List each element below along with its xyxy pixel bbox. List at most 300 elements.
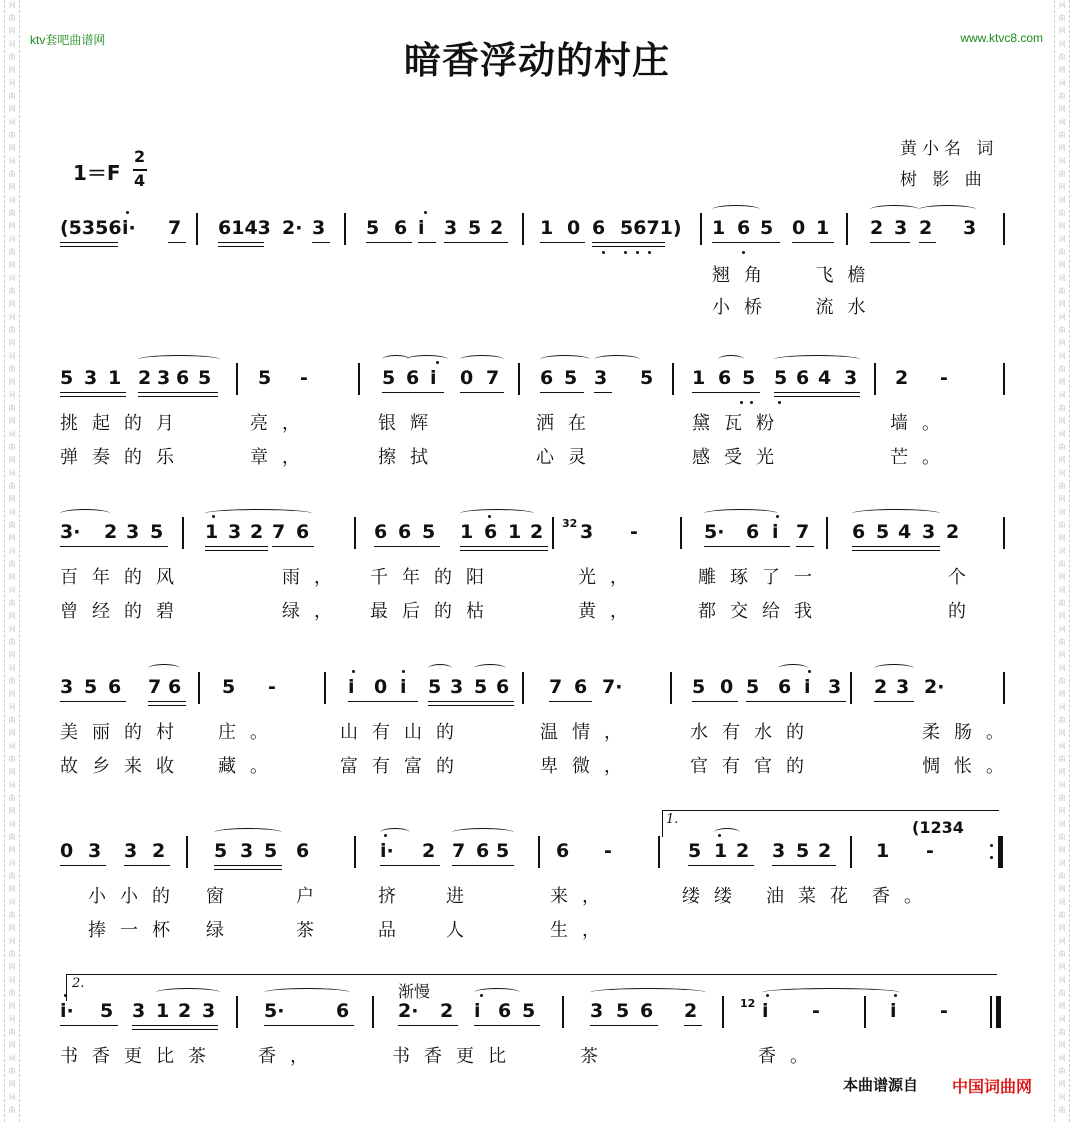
rhythm-underline <box>428 705 514 706</box>
side-watermark-char: 曲 <box>8 560 16 568</box>
barline <box>670 672 672 704</box>
rhythm-underline <box>712 242 780 243</box>
note: 5 <box>468 217 482 239</box>
octave-dot <box>602 251 605 254</box>
barline <box>522 672 524 704</box>
note: 7 <box>796 521 810 543</box>
barline <box>182 517 184 549</box>
note: 5 <box>366 217 380 239</box>
note: 0 <box>460 367 474 389</box>
volta-label-1: 1. <box>666 812 679 827</box>
lyric-verse-1: 雕琢了一 <box>698 567 826 588</box>
side-watermark-char: 词 <box>8 274 16 282</box>
note: 3 <box>88 840 102 862</box>
note: 0 <box>374 676 388 698</box>
side-watermark-char: 网 <box>8 768 16 776</box>
side-watermark-char: 词 <box>8 781 16 789</box>
note: 6 <box>737 217 751 239</box>
side-watermark-char: 词 <box>1058 40 1066 48</box>
note: 1 <box>712 217 726 239</box>
side-watermark-char: 网 <box>1058 573 1066 581</box>
side-watermark-char: 网 <box>1058 339 1066 347</box>
side-watermark-char: 词 <box>1058 274 1066 282</box>
lyric-verse-1: 进 <box>446 886 478 907</box>
time-signature-top: 2 <box>134 147 146 166</box>
side-watermark-char: 网 <box>8 27 16 35</box>
side-watermark-right <box>1054 0 1070 1122</box>
rhythm-underline <box>452 865 514 866</box>
side-watermark-char: 词 <box>1058 1 1066 9</box>
side-watermark-char: 词 <box>1058 1093 1066 1101</box>
rhythm-underline <box>366 242 412 243</box>
note: 5 <box>100 1000 114 1022</box>
slur <box>452 828 514 837</box>
note: 2 <box>818 840 832 862</box>
note: 3· <box>60 521 81 543</box>
rhythm-underline <box>60 392 126 393</box>
side-watermark-char: 曲 <box>8 755 16 763</box>
octave-dot <box>624 251 627 254</box>
side-watermark-char: 曲 <box>1058 989 1066 997</box>
note: 3 <box>896 676 910 698</box>
watermark-left: ktv套吧曲谱网 <box>30 33 106 47</box>
lyric-verse-1: 百年的风 <box>60 567 188 588</box>
note: 6 <box>498 1000 512 1022</box>
side-watermark-char: 网 <box>1058 495 1066 503</box>
side-watermark-char: 词 <box>1058 781 1066 789</box>
octave-dot <box>648 251 651 254</box>
side-watermark-char: 网 <box>1058 183 1066 191</box>
tempo-mark: 12 <box>740 997 756 1010</box>
note: 3 <box>124 840 138 862</box>
rhythm-underline <box>214 865 282 866</box>
side-watermark-char: 曲 <box>8 443 16 451</box>
side-watermark-char: 网 <box>8 1080 16 1088</box>
lyric-verse-1: 香。 <box>872 886 936 907</box>
side-watermark-char: 网 <box>8 66 16 74</box>
lyric-verse-1: 水有水的 <box>690 722 818 743</box>
note: 2 <box>178 1000 192 1022</box>
side-watermark-char: 词 <box>1058 430 1066 438</box>
barline <box>354 836 356 868</box>
note: - <box>940 1000 948 1022</box>
barline <box>826 517 828 549</box>
side-watermark-char: 词 <box>8 313 16 321</box>
side-watermark-char: 网 <box>8 456 16 464</box>
barline <box>1003 213 1005 245</box>
side-watermark-char: 网 <box>1058 768 1066 776</box>
note: - <box>926 840 934 862</box>
lyric-verse-2: 心灵 <box>536 447 600 468</box>
note: 3 <box>60 676 74 698</box>
side-watermark-char: 网 <box>8 1002 16 1010</box>
note: 3 <box>772 840 786 862</box>
rhythm-underline <box>870 242 910 243</box>
lyric-verse-1: 洒在 <box>536 413 600 434</box>
side-watermark-char: 曲 <box>1058 443 1066 451</box>
side-watermark-char: 曲 <box>1058 950 1066 958</box>
barline <box>1003 672 1005 704</box>
note: i <box>804 676 811 698</box>
note: 5 <box>422 521 436 543</box>
note: 6 <box>406 367 420 389</box>
barline <box>672 363 674 395</box>
side-watermark-char: 曲 <box>8 911 16 919</box>
rhythm-underline <box>205 546 268 547</box>
rhythm-underline <box>138 396 218 397</box>
side-watermark-char: 曲 <box>1058 248 1066 256</box>
note: 2 <box>422 840 436 862</box>
barline <box>324 672 326 704</box>
lyric-verse-1: 银辉 <box>378 413 442 434</box>
lyric-verse-2: 擦拭 <box>378 447 442 468</box>
side-watermark-char: 网 <box>1058 534 1066 542</box>
side-watermark-char: 曲 <box>1058 1067 1066 1075</box>
note: 3 <box>590 1000 604 1022</box>
rhythm-underline <box>60 246 118 247</box>
note: 7 <box>486 367 500 389</box>
side-watermark-char: 网 <box>1058 378 1066 386</box>
side-watermark-char: 网 <box>1058 729 1066 737</box>
side-watermark-char: 网 <box>1058 885 1066 893</box>
note: 2 <box>152 840 166 862</box>
rhythm-underline <box>218 246 264 247</box>
rhythm-underline <box>474 1025 540 1026</box>
rhythm-underline <box>60 242 118 243</box>
rhythm-underline <box>460 550 548 551</box>
composer-credit: 树 影 曲 <box>900 170 987 190</box>
lyric-verse-2: 品 <box>378 920 410 941</box>
side-watermark-char: 词 <box>8 625 16 633</box>
octave-dot <box>776 515 779 518</box>
note: 5 <box>258 367 272 389</box>
note: 5 <box>688 840 702 862</box>
note: 3 <box>594 367 608 389</box>
side-watermark-char: 词 <box>1058 742 1066 750</box>
side-watermark-char: 词 <box>8 391 16 399</box>
slur <box>774 355 860 364</box>
note: 6 <box>484 521 498 543</box>
rhythm-underline <box>594 392 612 393</box>
pickup-notes: (1234 <box>912 818 964 837</box>
rhythm-underline <box>382 392 444 393</box>
note: 6 <box>476 840 490 862</box>
side-watermark-char: 词 <box>1058 313 1066 321</box>
side-watermark-char: 曲 <box>1058 404 1066 412</box>
side-watermark-char: 词 <box>8 1 16 9</box>
side-watermark-char: 词 <box>8 898 16 906</box>
side-watermark-char: 词 <box>8 703 16 711</box>
side-watermark-char: 网 <box>8 612 16 620</box>
lyric-verse-1: 美丽的村 <box>60 722 188 743</box>
side-watermark-char: 词 <box>1058 820 1066 828</box>
barline <box>358 363 360 395</box>
barline <box>700 213 702 245</box>
octave-dot <box>636 251 639 254</box>
side-watermark-char: 曲 <box>8 989 16 997</box>
lyric-verse-2: 捧一杯 <box>88 920 184 941</box>
song-title: 暗香浮动的村庄 <box>404 38 670 82</box>
side-watermark-char: 词 <box>8 664 16 672</box>
slur <box>540 355 590 364</box>
note: 6 <box>718 367 732 389</box>
note: 5 <box>222 676 236 698</box>
octave-dot <box>740 401 743 404</box>
side-watermark-char: 词 <box>1058 1015 1066 1023</box>
note: 6 <box>496 676 510 698</box>
side-watermark-char: 网 <box>1058 261 1066 269</box>
octave-dot <box>778 401 781 404</box>
note: (5356 <box>60 217 122 239</box>
rhythm-underline <box>168 242 186 243</box>
note: 1 <box>692 367 706 389</box>
note: 6 <box>640 1000 654 1022</box>
lyric-verse-2: 绿 <box>206 920 238 941</box>
slur <box>214 828 282 837</box>
side-watermark-char: 词 <box>8 859 16 867</box>
side-watermark-char: 网 <box>8 729 16 737</box>
lyric-verse-1: 亮， <box>250 413 314 434</box>
note: 2 <box>919 217 933 239</box>
side-watermark-char: 曲 <box>1058 1106 1066 1114</box>
side-watermark-char: 曲 <box>8 326 16 334</box>
side-watermark-char: 曲 <box>8 170 16 178</box>
rhythm-underline <box>60 396 126 397</box>
note: 7 <box>168 217 182 239</box>
side-watermark-char: 词 <box>1058 664 1066 672</box>
note: 2· <box>924 676 945 698</box>
slur <box>919 205 976 214</box>
rhythm-underline <box>138 392 218 393</box>
side-watermark-char: 网 <box>1058 651 1066 659</box>
side-watermark-left <box>4 0 20 1122</box>
side-watermark-char: 词 <box>8 1054 16 1062</box>
side-watermark-char: 词 <box>8 118 16 126</box>
footer-site: 中国词曲网 <box>952 1077 1033 1096</box>
octave-dot <box>352 670 355 673</box>
side-watermark-char: 词 <box>1058 196 1066 204</box>
side-watermark-char: 曲 <box>1058 209 1066 217</box>
rhythm-underline <box>540 242 585 243</box>
side-watermark-char: 曲 <box>1058 716 1066 724</box>
barline <box>552 517 554 549</box>
note: 5 <box>760 217 774 239</box>
side-watermark-char: 曲 <box>1058 599 1066 607</box>
rhythm-underline <box>688 865 754 866</box>
slur <box>718 355 744 364</box>
side-watermark-char: 曲 <box>1058 287 1066 295</box>
repeat-dot <box>990 844 993 847</box>
note: 5 <box>496 840 510 862</box>
side-watermark-char: 词 <box>1058 547 1066 555</box>
note: i <box>772 521 779 543</box>
slur <box>148 664 180 673</box>
note: 2 <box>530 521 544 543</box>
note: - <box>812 1000 820 1022</box>
rhythm-underline <box>418 242 436 243</box>
lyric-verse-2: 弹奏的乐 <box>60 447 188 468</box>
lyric-verse-2: 卑微， <box>540 756 636 777</box>
rhythm-underline <box>919 242 936 243</box>
rhythm-underline <box>692 392 760 393</box>
note: 2 <box>736 840 750 862</box>
rhythm-underline <box>348 701 418 702</box>
rhythm-underline <box>592 242 665 243</box>
barline <box>874 363 876 395</box>
side-watermark-char: 网 <box>8 105 16 113</box>
rhythm-underline <box>774 396 860 397</box>
side-watermark-char: 词 <box>8 430 16 438</box>
lyric-verse-1: 书香更比 <box>392 1046 520 1067</box>
side-watermark-char: 网 <box>8 378 16 386</box>
note: 3 <box>84 367 98 389</box>
footer-source: 本曲谱源自 <box>843 1076 919 1094</box>
lyric-verse-2: 人 <box>446 920 478 941</box>
note: 2 <box>440 1000 454 1022</box>
note: 6 <box>176 367 190 389</box>
side-watermark-char: 曲 <box>8 1067 16 1075</box>
rhythm-underline <box>124 865 170 866</box>
side-watermark-char: 词 <box>8 508 16 516</box>
side-watermark-char: 曲 <box>1058 482 1066 490</box>
barline <box>1003 363 1005 395</box>
side-watermark-char: 词 <box>1058 469 1066 477</box>
side-watermark-char: 曲 <box>8 1028 16 1036</box>
note: 2 <box>104 521 118 543</box>
key-signature: 1＝F <box>73 161 121 185</box>
note: 5 <box>564 367 578 389</box>
barline <box>518 363 520 395</box>
side-watermark-char: 曲 <box>8 53 16 61</box>
lyric-verse-2: 生， <box>550 920 614 941</box>
note: 2· <box>282 217 303 239</box>
side-watermark-char: 曲 <box>8 287 16 295</box>
note: - <box>604 840 612 862</box>
side-watermark-char: 网 <box>1058 1080 1066 1088</box>
note: 2 <box>250 521 264 543</box>
side-watermark-char: 词 <box>8 352 16 360</box>
rhythm-underline <box>148 701 186 702</box>
side-watermark-char: 网 <box>8 885 16 893</box>
rhythm-underline <box>774 392 860 393</box>
side-watermark-char: 词 <box>8 976 16 984</box>
note: 5671) <box>620 217 682 239</box>
rhythm-underline <box>796 546 814 547</box>
rhythm-underline <box>60 1025 118 1026</box>
lyric-verse-2: 惆怅。 <box>922 756 1018 777</box>
note: i <box>430 367 437 389</box>
note: 6 <box>852 521 866 543</box>
lyric-verse-1: 温情， <box>540 722 636 743</box>
note: 5 <box>774 367 788 389</box>
side-watermark-char: 词 <box>8 547 16 555</box>
side-watermark-char: 曲 <box>1058 560 1066 568</box>
side-watermark-char: 网 <box>8 183 16 191</box>
side-watermark-char: 词 <box>1058 898 1066 906</box>
octave-dot <box>384 834 387 837</box>
side-watermark-char: 网 <box>8 495 16 503</box>
side-watermark-char: 曲 <box>1058 365 1066 373</box>
note: i <box>762 1000 769 1022</box>
lyric-verse-1: 挑起的月 <box>60 413 188 434</box>
octave-dot <box>436 361 439 364</box>
side-watermark-char: 网 <box>8 261 16 269</box>
lyric-verse-1: 庄。 <box>218 722 282 743</box>
volta-bracket-2 <box>66 974 997 1001</box>
slur <box>874 664 914 673</box>
lyric-verse-2: 绿， <box>282 601 346 622</box>
slur <box>704 509 778 518</box>
side-watermark-char: 网 <box>1058 222 1066 230</box>
barline <box>196 213 198 245</box>
side-watermark-char: 网 <box>1058 27 1066 35</box>
side-watermark-char: 曲 <box>1058 170 1066 178</box>
side-watermark-char: 曲 <box>1058 14 1066 22</box>
side-watermark-char: 曲 <box>8 92 16 100</box>
side-watermark-char: 词 <box>8 1093 16 1101</box>
note: 6 <box>398 521 412 543</box>
rhythm-underline <box>380 865 440 866</box>
side-watermark-char: 曲 <box>8 794 16 802</box>
note: 5· <box>264 1000 285 1022</box>
octave-dot <box>126 211 129 214</box>
barline <box>538 836 540 868</box>
octave-dot <box>488 515 491 518</box>
note: 3 <box>828 676 842 698</box>
lyric-verse-2: 曾经的碧 <box>60 601 188 622</box>
slur <box>778 664 808 673</box>
octave-dot <box>212 515 215 518</box>
rhythm-underline <box>852 550 940 551</box>
note: 1 <box>205 521 219 543</box>
side-watermark-char: 曲 <box>1058 872 1066 880</box>
side-watermark-char: 曲 <box>8 131 16 139</box>
side-watermark-char: 网 <box>1058 924 1066 932</box>
lyric-verse-2: 黄， <box>578 601 642 622</box>
lyric-verse-1: 香， <box>258 1046 322 1067</box>
slur <box>205 509 312 518</box>
barline <box>658 836 660 868</box>
lyric-verse-1: 千年的阳 <box>370 567 498 588</box>
note: 3 <box>132 1000 146 1022</box>
lyric-verse-1: 个 <box>948 567 980 588</box>
volta-label-2: 2. <box>72 976 85 991</box>
side-watermark-char: 曲 <box>1058 794 1066 802</box>
side-watermark-char: 曲 <box>1058 677 1066 685</box>
note: 6 <box>540 367 554 389</box>
note: 5 <box>84 676 98 698</box>
side-watermark-char: 曲 <box>8 482 16 490</box>
note: 1 <box>816 217 830 239</box>
side-watermark-char: 网 <box>1058 144 1066 152</box>
lyric-verse-1: 窗 <box>206 886 238 907</box>
rhythm-underline <box>540 392 584 393</box>
note: 3 <box>157 367 171 389</box>
side-watermark-char: 网 <box>8 339 16 347</box>
side-watermark-char: 网 <box>8 417 16 425</box>
note: 2 <box>870 217 884 239</box>
note: 5 <box>522 1000 536 1022</box>
side-watermark-char: 曲 <box>8 599 16 607</box>
barline <box>846 213 848 245</box>
lyric-verse-1: 来， <box>550 886 614 907</box>
side-watermark-char: 网 <box>1058 105 1066 113</box>
note: - <box>268 676 276 698</box>
lyric-verse-1: 雨， <box>282 567 346 588</box>
side-watermark-char: 词 <box>1058 703 1066 711</box>
side-watermark-char: 网 <box>1058 66 1066 74</box>
side-watermark-char: 词 <box>8 40 16 48</box>
